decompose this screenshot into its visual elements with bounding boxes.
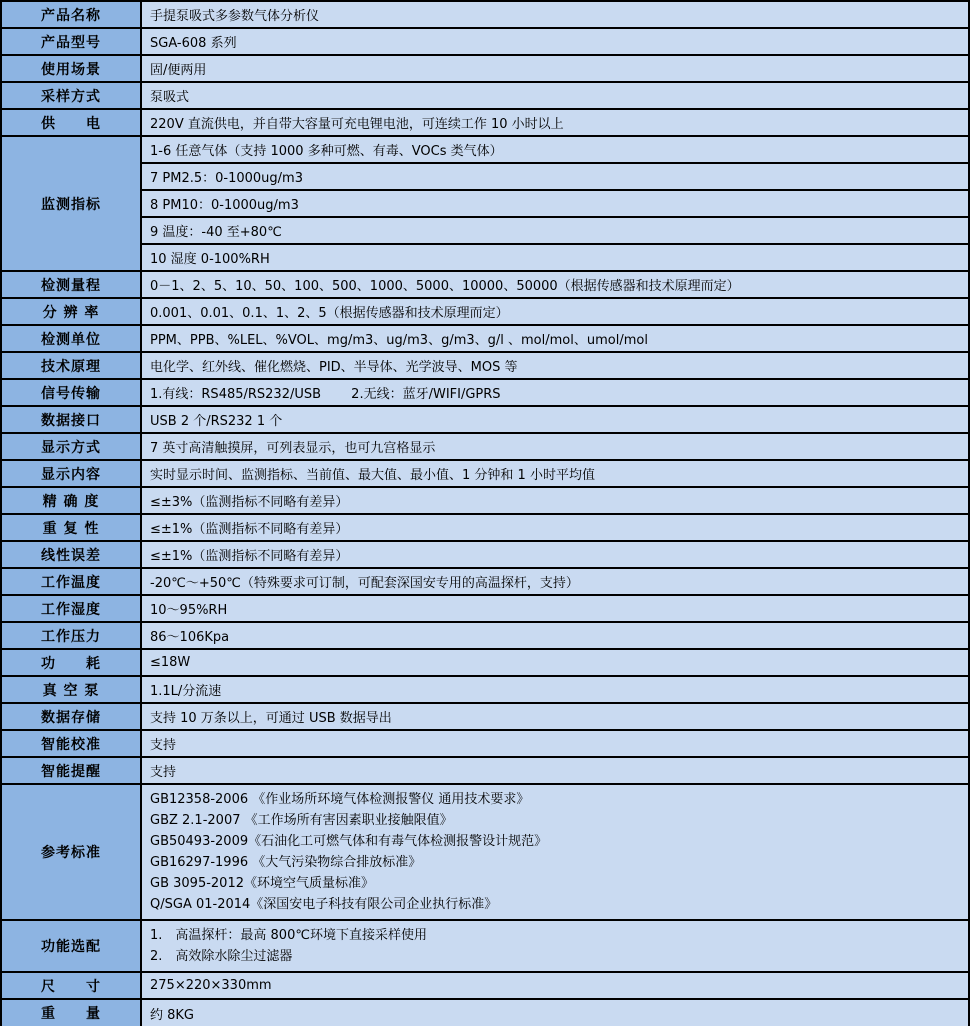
spec-value-cell: 0.001、0.01、0.1、1、2、5（根据传感器和技术原理而定） — [141, 298, 969, 325]
spec-row — [1, 109, 969, 136]
spec-value-cell: SGA-608 系列 — [141, 28, 969, 55]
spec-value-cell — [141, 920, 969, 972]
spec-label-cell: 真 空 泵 — [1, 676, 141, 703]
spec-row — [1, 217, 969, 244]
spec-row — [1, 595, 969, 622]
spec-row — [1, 999, 969, 1026]
spec-row — [1, 190, 969, 217]
spec-table-body — [1, 1, 969, 1026]
spec-value-line: 2. 高效除水除尘过滤器 — [150, 949, 293, 964]
spec-value-cell: 固/便两用 — [141, 55, 969, 82]
spec-row — [1, 920, 969, 972]
spec-row — [1, 460, 969, 487]
spec-value-cell: 支持 10 万条以上，可通过 USB 数据导出 — [141, 703, 969, 730]
spec-label-cell: 工作压力 — [1, 622, 141, 649]
spec-label-cell: 信号传输 — [1, 379, 141, 406]
spec-value-cell: 1-6 任意气体（支持 1000 多种可燃、有毒、VOCs 类气体） — [141, 136, 969, 163]
spec-value-cell: 10～95%RH — [141, 595, 969, 622]
spec-row — [1, 163, 969, 190]
spec-row — [1, 271, 969, 298]
spec-label-cell: 检测量程 — [1, 271, 141, 298]
spec-value-cell: 275×220×330mm — [141, 972, 969, 999]
spec-row — [1, 622, 969, 649]
spec-row — [1, 730, 969, 757]
spec-label-cell: 精 确 度 — [1, 487, 141, 514]
spec-row — [1, 1, 969, 28]
spec-value-line: GB50493-2009《石油化工可燃气体和有毒气体检测报警设计规范》 — [150, 834, 548, 849]
spec-label-cell: 尺 寸 — [1, 972, 141, 999]
spec-row — [1, 352, 969, 379]
spec-label-cell: 产品型号 — [1, 28, 141, 55]
spec-label-cell: 供 电 — [1, 109, 141, 136]
spec-value-cell: USB 2 个/RS232 1 个 — [141, 406, 969, 433]
spec-row — [1, 406, 969, 433]
spec-row — [1, 379, 969, 406]
spec-value-cell: PPM、PPB、%LEL、%VOL、mg/m3、ug/m3、g/m3、g/l 、mol/mol、umol/mol — [141, 325, 969, 352]
spec-label-cell: 工作温度 — [1, 568, 141, 595]
spec-label-cell: 技术原理 — [1, 352, 141, 379]
spec-row — [1, 514, 969, 541]
spec-row — [1, 757, 969, 784]
spec-label-cell: 数据存储 — [1, 703, 141, 730]
spec-value-cell: 10 湿度 0-100%RH — [141, 244, 969, 271]
spec-label-cell: 重 量 — [1, 999, 141, 1026]
spec-value-cell: 电化学、红外线、催化燃烧、PID、半导体、光学波导、MOS 等 — [141, 352, 969, 379]
spec-label-cell: 使用场景 — [1, 55, 141, 82]
spec-row — [1, 82, 969, 109]
spec-value-cell: 泵吸式 — [141, 82, 969, 109]
spec-row — [1, 703, 969, 730]
spec-value-line: 1. 高温探杆：最高 800℃环境下直接采样使用 — [150, 928, 427, 943]
spec-label-cell: 分 辨 率 — [1, 298, 141, 325]
spec-label-cell: 采样方式 — [1, 82, 141, 109]
spec-label-cell: 工作湿度 — [1, 595, 141, 622]
spec-value-cell: 支持 — [141, 730, 969, 757]
spec-row — [1, 244, 969, 271]
spec-value-line: GB12358-2006 《作业场所环境气体检测报警仪 通用技术要求》 — [150, 792, 530, 807]
spec-value-cell: 9 温度：-40 至+80℃ — [141, 217, 969, 244]
spec-value-cell: 8 PM10：0-1000ug/m3 — [141, 190, 969, 217]
spec-label-cell: 监测指标 — [1, 136, 141, 271]
spec-value-line: Q/SGA 01-2014《深国安电子科技有限公司企业执行标准》 — [150, 897, 498, 912]
spec-row — [1, 325, 969, 352]
spec-label-cell: 功 耗 — [1, 649, 141, 676]
spec-value-cell: 约 8KG — [141, 999, 969, 1026]
spec-value-cell — [141, 784, 969, 920]
spec-value-cell: 7 PM2.5：0-1000ug/m3 — [141, 163, 969, 190]
spec-row — [1, 541, 969, 568]
spec-value-cell: 实时显示时间、监测指标、当前值、最大值、最小值、1 分钟和 1 小时平均值 — [141, 460, 969, 487]
spec-label-cell: 线性误差 — [1, 541, 141, 568]
spec-row — [1, 487, 969, 514]
spec-row — [1, 784, 969, 920]
spec-label-cell: 功能选配 — [1, 920, 141, 972]
spec-row — [1, 433, 969, 460]
spec-value-line: GBZ 2.1-2007 《工作场所有害因素职业接触限值》 — [150, 813, 453, 828]
spec-value-line: GB16297-1996 《大气污染物综合排放标准》 — [150, 855, 422, 870]
spec-row — [1, 298, 969, 325]
spec-label-cell: 检测单位 — [1, 325, 141, 352]
spec-label-cell: 智能校准 — [1, 730, 141, 757]
spec-label-cell: 显示内容 — [1, 460, 141, 487]
spec-value-cell: -20℃～+50℃（特殊要求可订制，可配套深国安专用的高温探杆，支持） — [141, 568, 969, 595]
spec-row — [1, 55, 969, 82]
spec-value-cell: 7 英寸高清触摸屏，可列表显示，也可九宫格显示 — [141, 433, 969, 460]
spec-row — [1, 568, 969, 595]
spec-value-line: GB 3095-2012《环境空气质量标准》 — [150, 876, 374, 891]
spec-value-cell: ≤±1%（监测指标不同略有差异） — [141, 541, 969, 568]
spec-label-cell: 数据接口 — [1, 406, 141, 433]
spec-label-cell: 重 复 性 — [1, 514, 141, 541]
spec-label-cell: 参考标准 — [1, 784, 141, 920]
spec-label-cell: 智能提醒 — [1, 757, 141, 784]
spec-value-cell: ≤±1%（监测指标不同略有差异） — [141, 514, 969, 541]
spec-row — [1, 28, 969, 55]
spec-value-cell: ≤18W — [141, 649, 969, 676]
spec-value-cell: ≤±3%（监测指标不同略有差异） — [141, 487, 969, 514]
spec-label-cell: 显示方式 — [1, 433, 141, 460]
spec-value-cell: 0－1、2、5、10、50、100、500、1000、5000、10000、50000（根据传感器和技术原理而定） — [141, 271, 969, 298]
spec-row — [1, 649, 969, 676]
spec-value-cell: 220V 直流供电，并自带大容量可充电锂电池，可连续工作 10 小时以上 — [141, 109, 969, 136]
spec-value-cell: 1.有线：RS485/RS232/USB 2.无线：蓝牙/WIFI/GPRS — [141, 379, 969, 406]
spec-label-cell: 产品名称 — [1, 1, 141, 28]
spec-row — [1, 136, 969, 163]
spec-value-cell: 手提泵吸式多参数气体分析仪 — [141, 1, 969, 28]
spec-row — [1, 972, 969, 999]
spec-value-cell: 86～106Kpa — [141, 622, 969, 649]
spec-value-cell: 支持 — [141, 757, 969, 784]
spec-value-cell: 1.1L/分流速 — [141, 676, 969, 703]
spec-row — [1, 676, 969, 703]
